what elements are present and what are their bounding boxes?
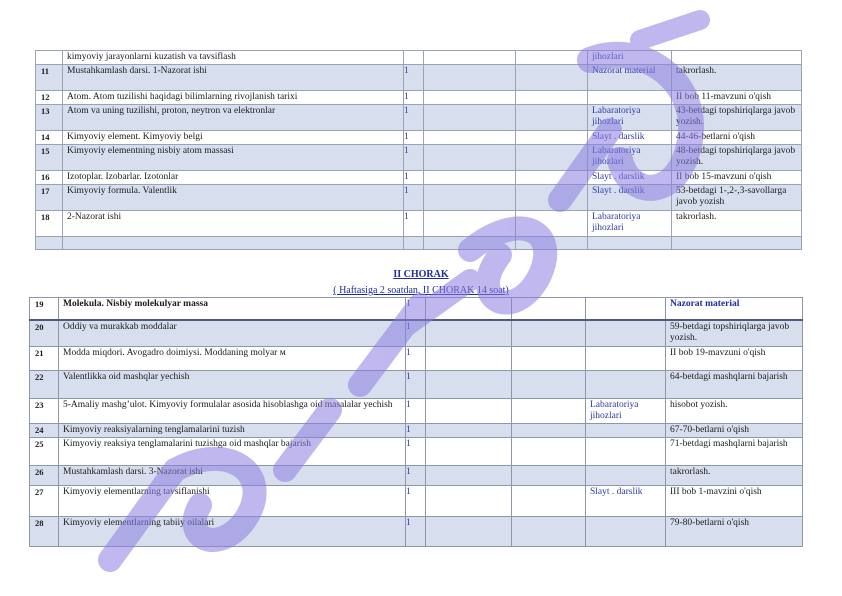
table-row bbox=[36, 211, 802, 237]
row-number: 22 bbox=[30, 371, 59, 399]
homework: II bob 19-mavzuni o'qish bbox=[666, 347, 803, 371]
date-cell bbox=[516, 171, 588, 185]
quarter-title: II CHORAK bbox=[393, 269, 449, 280]
table-row bbox=[30, 320, 803, 347]
lesson-hours: 1 bbox=[406, 347, 426, 371]
date-cell bbox=[426, 517, 512, 547]
date-cell bbox=[424, 237, 516, 250]
row-number: 17 bbox=[36, 185, 63, 211]
lesson-topic: Kimyoviy element. Kimyoviy belgi bbox=[63, 131, 404, 145]
date-cell bbox=[424, 65, 516, 91]
row-number: 11 bbox=[36, 65, 63, 91]
lesson-hours: 1 bbox=[404, 131, 424, 145]
table-row bbox=[36, 51, 802, 65]
date-cell bbox=[424, 185, 516, 211]
date-cell bbox=[424, 51, 516, 65]
row-number: 24 bbox=[30, 424, 59, 438]
row-number: 12 bbox=[36, 91, 63, 105]
homework bbox=[672, 237, 802, 250]
row-number: 23 bbox=[30, 399, 59, 424]
date-cell bbox=[426, 347, 512, 371]
date-cell bbox=[516, 91, 588, 105]
lesson-resource: Slayt . darslik bbox=[588, 131, 672, 145]
row-number: 20 bbox=[30, 320, 59, 347]
lesson-topic: Mustahkamlash darsi. 3-Nazorat ishi bbox=[59, 466, 406, 486]
lesson-resource bbox=[588, 237, 672, 250]
date-cell bbox=[516, 105, 588, 131]
date-cell bbox=[424, 131, 516, 145]
lesson-resource: Slayt . darslik bbox=[588, 185, 672, 211]
lesson-resource: Labaratoriya jihozlari bbox=[588, 211, 672, 237]
row-number: 16 bbox=[36, 171, 63, 185]
quarter-subtitle: ( Haftasiga 2 soatdan, II CHORAK 14 soat) bbox=[333, 285, 509, 296]
lesson-hours: 1 bbox=[406, 399, 426, 424]
lesson-topic: 2-Nazorat ishi bbox=[63, 211, 404, 237]
lesson-hours: 1 bbox=[406, 517, 426, 547]
lesson-resource: Labaratoriya jihozlari bbox=[586, 399, 666, 424]
homework: 44-46-betlarni o'qish bbox=[672, 131, 802, 145]
row-number: 19 bbox=[30, 298, 59, 320]
table-row bbox=[36, 65, 802, 91]
date-cell bbox=[512, 298, 586, 320]
lesson-hours: 1 bbox=[406, 424, 426, 438]
homework: 43-betdagi topshiriqlarga javob yozish. bbox=[672, 105, 802, 131]
lesson-topic: Molekula. Nisbiy molekulyar massa bbox=[59, 298, 406, 320]
lesson-hours: 1 bbox=[406, 466, 426, 486]
lesson-resource bbox=[586, 424, 666, 438]
table-row bbox=[30, 298, 803, 320]
lesson-resource bbox=[586, 438, 666, 466]
table-row bbox=[36, 145, 802, 171]
homework bbox=[672, 51, 802, 65]
homework: 48-betdagi topshiriqlarga javob yozish. bbox=[672, 145, 802, 171]
lesson-resource: Nazorat material bbox=[588, 65, 672, 91]
table-row bbox=[30, 371, 803, 399]
homework: II bob 11-mavzuni o'qish bbox=[672, 91, 802, 105]
lesson-topic: Kimyoviy elementlarning tabiiy oilalari bbox=[59, 517, 406, 547]
table-row bbox=[36, 185, 802, 211]
table-row bbox=[36, 105, 802, 131]
lesson-resource: jihozlari bbox=[588, 51, 672, 65]
lesson-hours: 1 bbox=[404, 211, 424, 237]
homework: 64-betdagi mashqlarni bajarish bbox=[666, 371, 803, 399]
table-row bbox=[30, 517, 803, 547]
date-cell bbox=[516, 211, 588, 237]
table-row bbox=[36, 131, 802, 145]
homework: 59-betdagi topshiriqlarga javob yozish. bbox=[666, 320, 803, 347]
date-cell bbox=[424, 91, 516, 105]
date-cell bbox=[426, 298, 512, 320]
lesson-topic: Kimyoviy reaksiyalarning tenglamalarini tuzish bbox=[59, 424, 406, 438]
lesson-resource: Labaratoriya jihozlari bbox=[588, 105, 672, 131]
homework: 53-betdagi 1-,2-,3-savollarga javob yozish bbox=[672, 185, 802, 211]
homework: 67-70-betlarni o'qish bbox=[666, 424, 803, 438]
table-row bbox=[36, 91, 802, 105]
date-cell bbox=[512, 466, 586, 486]
date-cell bbox=[426, 399, 512, 424]
row-number: 13 bbox=[36, 105, 63, 131]
lesson-resource bbox=[588, 91, 672, 105]
table-row bbox=[30, 347, 803, 371]
date-cell bbox=[516, 65, 588, 91]
lesson-topic: Atom va uning tuzilishi, proton, neytron va elektronlar bbox=[63, 105, 404, 131]
row-number: 26 bbox=[30, 466, 59, 486]
table-row bbox=[30, 466, 803, 486]
date-cell bbox=[512, 486, 586, 517]
lesson-resource bbox=[586, 320, 666, 347]
date-cell bbox=[512, 320, 586, 347]
lesson-resource bbox=[586, 517, 666, 547]
row-number: 25 bbox=[30, 438, 59, 466]
lesson-topic: Izotoplar. Izobarlar. Izotonlar bbox=[63, 171, 404, 185]
table-row bbox=[30, 424, 803, 438]
lesson-topic: Oddiy va murakkab moddalar bbox=[59, 320, 406, 347]
homework: takrorlash. bbox=[672, 211, 802, 237]
lesson-resource: Slayt . darslik bbox=[588, 171, 672, 185]
lesson-hours: 1 bbox=[406, 371, 426, 399]
lesson-resource bbox=[586, 371, 666, 399]
table-row bbox=[30, 486, 803, 517]
lesson-hours: 1 bbox=[404, 171, 424, 185]
homework: takrorlash. bbox=[672, 65, 802, 91]
row-number: 28 bbox=[30, 517, 59, 547]
row-number: 27 bbox=[30, 486, 59, 517]
homework: III bob 1-mavzini o'qish bbox=[666, 486, 803, 517]
homework: Nazorat material bbox=[666, 298, 803, 320]
date-cell bbox=[424, 105, 516, 131]
date-cell bbox=[516, 185, 588, 211]
lesson-topic: Kimyoviy formula. Valentlik bbox=[63, 185, 404, 211]
table-row bbox=[30, 438, 803, 466]
lesson-topic: 5-Amaliy mashg’ulot. Kimyoviy formulalar asosida hisoblashga oid masalalar yechish bbox=[59, 399, 406, 424]
row-number bbox=[36, 51, 63, 65]
homework: 79-80-betlarni o'qish bbox=[666, 517, 803, 547]
lesson-topic: Modda miqdori. Avogadro doimiysi. Moddaning molyar м bbox=[59, 347, 406, 371]
lesson-hours: 1 bbox=[406, 438, 426, 466]
lesson-topic: kimyoviy jarayonlarni kuzatish va tavsiflash bbox=[63, 51, 404, 65]
date-cell bbox=[424, 211, 516, 237]
lesson-table-quarter-2 bbox=[29, 297, 803, 547]
date-cell bbox=[516, 237, 588, 250]
row-number: 15 bbox=[36, 145, 63, 171]
lesson-hours: 1 bbox=[406, 298, 426, 320]
table-row bbox=[36, 171, 802, 185]
lesson-topic: Atom. Atom tuzilishi haqidagi bilimlarning rivojlanish tarixi bbox=[63, 91, 404, 105]
date-cell bbox=[426, 486, 512, 517]
lesson-resource bbox=[586, 347, 666, 371]
row-number: 18 bbox=[36, 211, 63, 237]
date-cell bbox=[426, 424, 512, 438]
lesson-topic bbox=[63, 237, 404, 250]
date-cell bbox=[424, 171, 516, 185]
row-number: 14 bbox=[36, 131, 63, 145]
lesson-topic: Kimyoviy elementlarning tavsiflanishi bbox=[59, 486, 406, 517]
date-cell bbox=[512, 399, 586, 424]
date-cell bbox=[512, 347, 586, 371]
lesson-hours: 1 bbox=[404, 145, 424, 171]
homework: 71-betdagi mashqlarni bajarish bbox=[666, 438, 803, 466]
row-number bbox=[36, 237, 63, 250]
date-cell bbox=[512, 424, 586, 438]
lesson-hours: 1 bbox=[404, 65, 424, 91]
date-cell bbox=[426, 320, 512, 347]
lesson-topic: Kimyoviy reaksiya tenglamalarini tuzishga oid mashqlar bajarish bbox=[59, 438, 406, 466]
date-cell bbox=[516, 131, 588, 145]
lesson-hours: 1 bbox=[406, 320, 426, 347]
date-cell bbox=[516, 145, 588, 171]
lesson-resource: Slayt . darslik bbox=[586, 486, 666, 517]
homework: takrorlash. bbox=[666, 466, 803, 486]
date-cell bbox=[426, 466, 512, 486]
lesson-resource: Labaratoriya jihozlari bbox=[588, 145, 672, 171]
lesson-resource bbox=[586, 298, 666, 320]
lesson-hours bbox=[404, 51, 424, 65]
row-number: 21 bbox=[30, 347, 59, 371]
homework: II bob 15-mavzuni o'qish bbox=[672, 171, 802, 185]
lesson-hours: 1 bbox=[404, 105, 424, 131]
watermark-stroke-9 bbox=[640, 20, 700, 40]
lesson-topic: Valentlikka oid mashqlar yechish bbox=[59, 371, 406, 399]
date-cell bbox=[512, 517, 586, 547]
lesson-hours: 1 bbox=[404, 91, 424, 105]
date-cell bbox=[516, 51, 588, 65]
lesson-hours: 1 bbox=[404, 185, 424, 211]
date-cell bbox=[512, 438, 586, 466]
lesson-topic: Mustahkamlash darsi. 1-Nazorat ishi bbox=[63, 65, 404, 91]
date-cell bbox=[426, 371, 512, 399]
lesson-table-quarter-1 bbox=[35, 50, 802, 250]
homework: hisobot yozish. bbox=[666, 399, 803, 424]
date-cell bbox=[426, 438, 512, 466]
date-cell bbox=[424, 145, 516, 171]
lesson-hours bbox=[404, 237, 424, 250]
lesson-hours: 1 bbox=[406, 486, 426, 517]
lesson-resource bbox=[586, 466, 666, 486]
table-row bbox=[36, 237, 802, 250]
lesson-topic: Kimyoviy elementning nisbiy atom massasi bbox=[63, 145, 404, 171]
date-cell bbox=[512, 371, 586, 399]
table-row bbox=[30, 399, 803, 424]
